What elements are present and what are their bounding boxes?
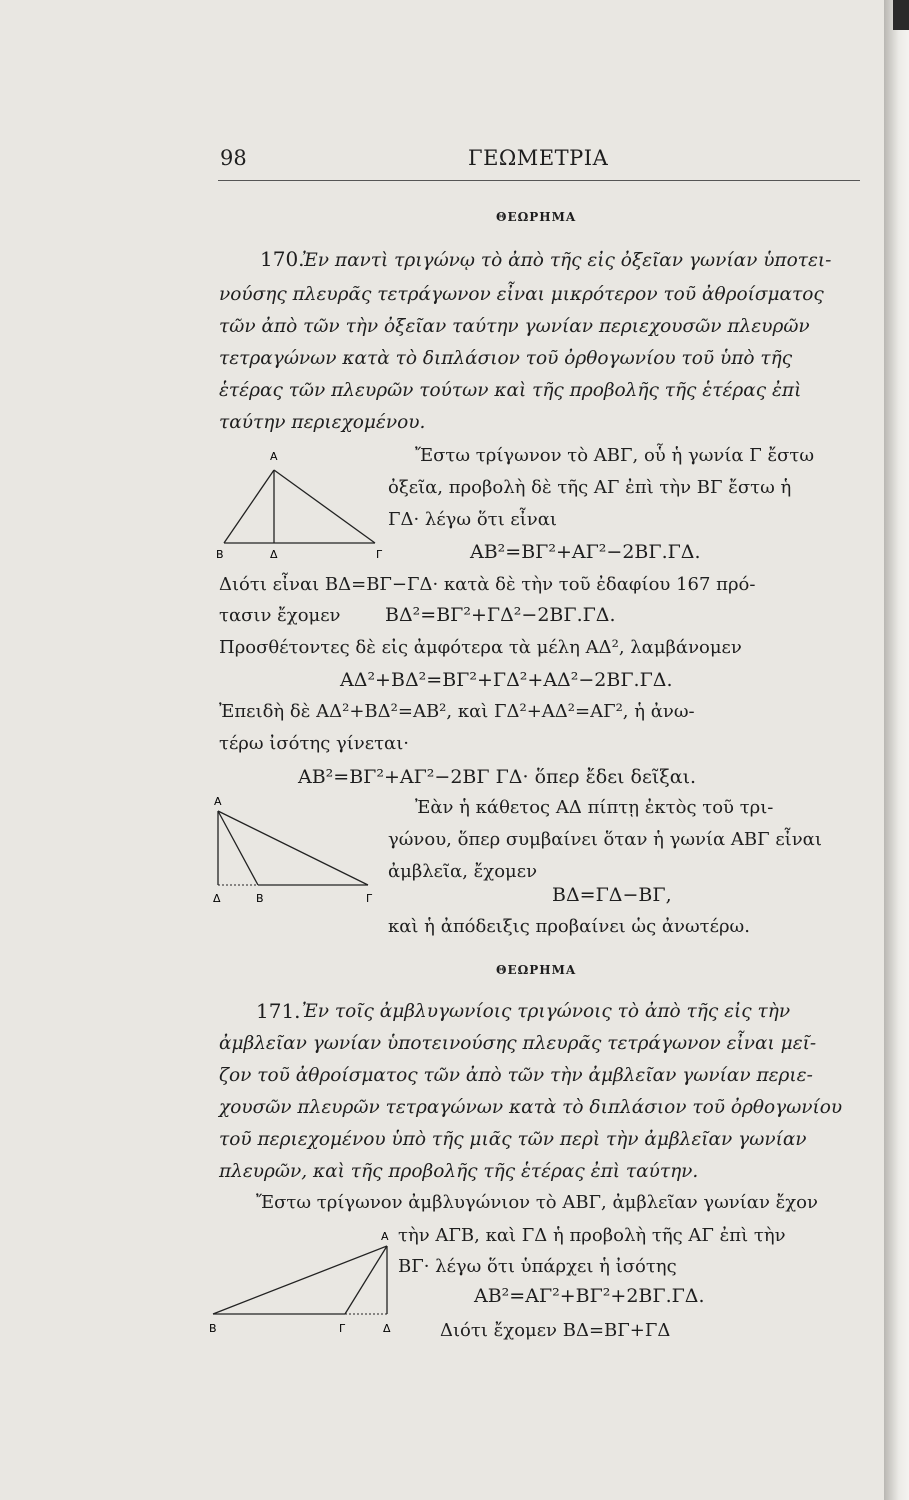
fig3-side-ab — [213, 1246, 387, 1314]
proof-170-adding: Προσθέτοντες δὲ εἰς ἀμφότερα τὰ μέλη ΑΔ², λαμβάνομεν — [219, 637, 742, 658]
fig1-side-ab — [224, 470, 274, 543]
proof-170-intro-3: ΓΔ· λέγω ὅτι εἶναι — [388, 509, 557, 530]
running-title: ΓΕΩΜΕΤΡΙΑ — [468, 146, 609, 170]
proof-170-intro-1: Ἔστω τρίγωνον τὸ ΑΒΓ, οὗ ἡ γωνία Γ ἔστω — [415, 445, 815, 466]
proof-170-case-1: Ἐὰν ἡ κάθετος ΑΔ πίπτῃ ἐκτὸς τοῦ τρι- — [415, 797, 774, 818]
fig2-label-a: Α — [214, 795, 222, 808]
fig2-label-g: Γ — [366, 892, 373, 905]
formula-171-1: ΑΒ²=ΑΓ²+ΒΓ²+2ΒΓ.ΓΔ. — [474, 1285, 705, 1307]
theorem-171-line-1: Ἐν τοῖς ἀμβλυγωνίοις τριγώνοις τὸ ἀπὸ τῆς εἰς τὴν — [302, 1001, 791, 1022]
theorem-170-heading: ΘΕΩΡΗΜΑ — [496, 210, 577, 224]
header-rule — [218, 180, 860, 181]
formula-170-4: ΑΒ²=ΒΓ²+ΑΓ²−2ΒΓ ΓΔ· ὅπερ ἔδει δεῖξαι. — [298, 766, 697, 788]
fig3-label-d: Δ — [383, 1322, 391, 1335]
figure-acute-triangle — [210, 440, 390, 570]
proof-171-line-3: ΒΓ· λέγω ὅτι ὑπάρχει ἡ ἰσότης — [398, 1256, 677, 1277]
theorem-171-line-5: τοῦ περιεχομένου ὑπὸ τῆς μιᾶς τῶν περὶ τὴν ἀμβλεῖαν γωνίαν — [219, 1129, 807, 1150]
theorem-171-line-4: χουσῶν πλευρῶν τετραγώνων κατὰ τὸ διπλάσιον τοῦ ὀρθογωνίου — [219, 1097, 843, 1118]
fig3-label-b: Β — [209, 1322, 217, 1335]
fig1-label-b: Β — [216, 548, 224, 561]
fig2-side-ab — [218, 811, 258, 885]
formula-170-2: ΒΔ²=ΒΓ²+ΓΔ²−2ΒΓ.ΓΔ. — [385, 604, 616, 626]
fig2-label-b: Β — [256, 892, 264, 905]
fig1-label-a: Α — [270, 450, 278, 463]
formula-170-3: ΑΔ²+ΒΔ²=ΒΓ²+ΓΔ²+ΑΔ²−2ΒΓ.ΓΔ. — [340, 669, 673, 691]
theorem-170-line-6: ταύτην περιεχομένου. — [219, 412, 426, 433]
figure-obtuse-case — [210, 785, 380, 910]
theorem-170-line-2: νούσης πλευρᾶς τετράγωνον εἶναι μικρότερον τοῦ ἀθροίσματος — [219, 284, 824, 305]
theorem-171-line-3: ζον τοῦ ἀθροίσματος τῶν ἀπὸ τῶν τὴν ἀμβλεῖαν γωνίαν περιε- — [219, 1065, 813, 1086]
formula-170-1: ΑΒ²=ΒΓ²+ΑΓ²−2ΒΓ.ΓΔ. — [470, 541, 701, 563]
fig3-label-a: Α — [381, 1230, 389, 1243]
theorem-170-line-5: ἑτέρας τῶν πλευρῶν τούτων καὶ τῆς προβολῆς τῆς ἑτέρας ἐπὶ — [219, 380, 802, 401]
theorem-170-line-4: τετραγώνων κατὰ τὸ διπλάσιον τοῦ ὀρθογωνίου τοῦ ὑπὸ τῆς — [219, 348, 793, 369]
fig1-side-ag — [274, 470, 375, 543]
fig3-side-ag — [345, 1246, 387, 1314]
proof-170-case-3: ἀμβλεῖα, ἔχομεν — [388, 861, 538, 882]
proof-170-since: Ἐπειδὴ δὲ ΑΔ²+ΒΔ²=ΑΒ², καὶ ΓΔ²+ΑΔ²=ΑΓ², ἡ ἀνω- — [219, 701, 695, 722]
theorem-171-number: 171. — [256, 999, 301, 1023]
theorem-171-line-6: πλευρῶν, καὶ τῆς προβολῆς τῆς ἑτέρας ἐπὶ ταύτην. — [219, 1161, 699, 1182]
proof-170-have: τασιν ἔχομεν — [219, 605, 341, 626]
fig2-side-ag — [218, 811, 368, 885]
proof-171-last: Διότι ἔχομεν ΒΔ=ΒΓ+ΓΔ — [440, 1320, 671, 1341]
page-number: 98 — [220, 146, 247, 170]
theorem-171-heading: ΘΕΩΡΗΜΑ — [496, 963, 577, 977]
theorem-170-line-3: τῶν ἀπὸ τῶν τὴν ὀξεῖαν ταύτην γωνίαν περιεχουσῶν πλευρῶν — [219, 316, 810, 337]
fig1-label-g: Γ — [376, 548, 383, 561]
fig2-label-d: Δ — [213, 892, 221, 905]
theorem-171-line-2: ἀμβλεῖαν γωνίαν ὑποτεινούσης πλευρᾶς τετράγωνον εἶναι μεῖ- — [219, 1033, 817, 1054]
proof-170-because: Διότι εἶναι ΒΔ=ΒΓ−ΓΔ· κατὰ δὲ τὴν τοῦ ἐδαφίου 167 πρό- — [219, 574, 756, 595]
proof-170-above: τέρω ἰσότης γίνεται· — [219, 733, 409, 754]
proof-170-case-2: γώνου, ὅπερ συμβαίνει ὅταν ἡ γωνία ΑΒΓ εἶναι — [388, 829, 822, 850]
proof-171-line-1: Ἔστω τρίγωνον ἀμβλυγώνιον τὸ ΑΒΓ, ἀμβλεῖαν γωνίαν ἔχον — [256, 1192, 818, 1213]
proof-170-conclusion: καὶ ἡ ἀπόδειξις προβαίνει ὡς ἀνωτέρω. — [388, 916, 750, 937]
figure-obtuse-triangle — [205, 1228, 405, 1340]
proof-171-line-2: τὴν ΑΓΒ, καὶ ΓΔ ἡ προβολὴ τῆς ΑΓ ἐπὶ τὴν — [398, 1225, 786, 1246]
page-edge-shadow — [893, 0, 909, 30]
theorem-170-line-1: Ἐν παντὶ τριγώνῳ τὸ ἀπὸ τῆς εἰς ὀξεῖαν γωνίαν ὑποτει- — [302, 250, 832, 271]
page-edge — [884, 0, 909, 1500]
proof-170-intro-2: ὀξεῖα, προβολὴ δὲ τῆς ΑΓ ἐπὶ τὴν ΒΓ ἔστω ἡ — [388, 477, 792, 498]
theorem-170-number: 170. — [260, 247, 305, 271]
fig3-label-g: Γ — [339, 1322, 346, 1335]
fig1-label-d: Δ — [270, 548, 278, 561]
formula-170-5: ΒΔ=ΓΔ−ΒΓ, — [552, 884, 672, 906]
